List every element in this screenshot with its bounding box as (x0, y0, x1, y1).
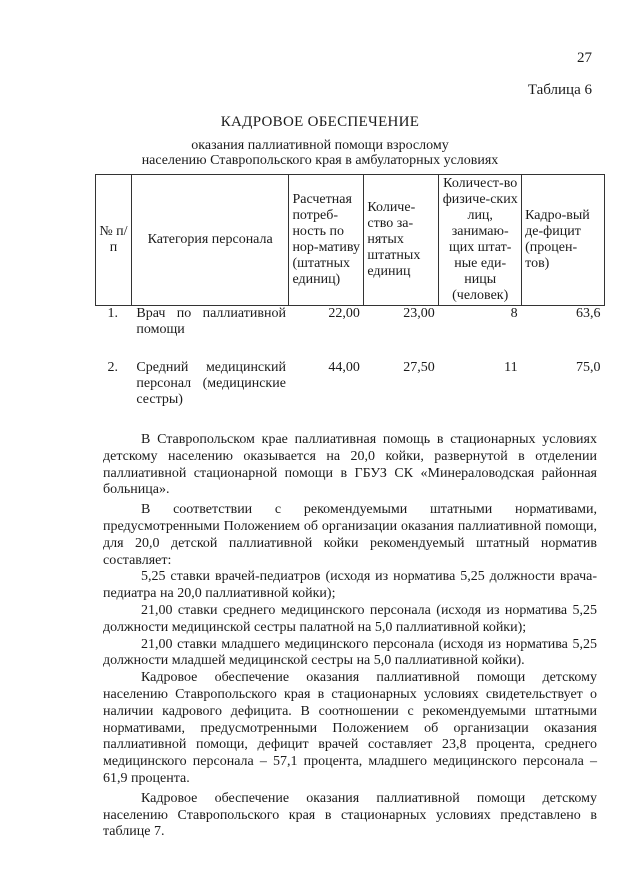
row-physical: 11 (504, 360, 518, 375)
row-required: 22,00 (328, 306, 360, 321)
row-required: 44,00 (328, 360, 360, 375)
row-category: Врач по паллиативной помощи (136, 306, 286, 337)
page-title: КАДРОВОЕ ОБЕСПЕЧЕНИЕ (220, 114, 420, 130)
header-category: Категория персонала (131, 175, 289, 306)
row-established: 27,50 (403, 360, 435, 375)
paragraph: 21,00 ставки младшего медицинского персонала (исходя из норматива 5,25 должности младшей медицинской сестры на 5,0 паллиативной койки). (103, 636, 597, 669)
row-num: 1. (107, 306, 118, 321)
staffing-table (95, 174, 605, 409)
row-physical: 8 (510, 306, 518, 321)
paragraph: 5,25 ставки врачей-педиатров (исходя из норматива 5,25 должности врача-педиатра на 20,0 паллиативной койки); (103, 569, 597, 602)
subtitle-line-1: оказания паллиативной помощи взрослому (191, 138, 449, 153)
row-deficit: 75,0 (576, 360, 601, 375)
header-deficit: Кадро-вый де-фицит (процен-тов) (522, 175, 605, 306)
row-num: 2. (107, 360, 118, 375)
table-subtitle (0, 138, 640, 168)
header-physical: Количест-во физиче-ских лиц, занимаю-щих штат-ные еди-ницы (человек) (439, 175, 522, 306)
paragraph: В соответствии с рекомендуемыми штатными нормативами, предусмотренными Положением об организации оказания паллиативной помощи, для 20,0 детской паллиативной койки рекомендуемый штатный норматив составляет: (103, 502, 597, 568)
header-num: № п/п (96, 175, 132, 306)
subtitle-line-2: населению Ставропольского края в амбулаторных условиях (141, 153, 499, 168)
row-deficit: 63,6 (576, 306, 601, 321)
header-established: Количе-ство за-нятых штатных единиц (364, 175, 439, 306)
paragraph: Кадровое обеспечение оказания паллиативной помощи детскому населению Ставропольского края в стационарных условиях представлено в таблице 7. (103, 790, 597, 840)
table-header-row (96, 175, 605, 306)
row-established: 23,00 (403, 306, 435, 321)
paragraph: В Ставропольском крае паллиативная помощь в стационарных условиях детскому населению оказывается на 20,0 койки, развернутой в отделении паллиативной стационарной помощи в ГБУЗ СК «Минераловодская районная больница». (103, 432, 597, 498)
table-row (96, 360, 605, 409)
row-category: Средний медицинский персонал (медицинские сестры) (136, 360, 286, 407)
header-required: Расчетная потреб-ность по нор-мативу (штатных единиц) (289, 175, 364, 306)
table-row (96, 306, 605, 361)
paragraph: Кадровое обеспечение оказания паллиативной помощи детскому населению Ставропольского края в стационарных условиях свидетельствует о наличии кадрового дефицита. В соотношении с рекомендуемыми штатными нормативами, предусмотренными Положением об организации оказания паллиативной помощи, дефицит врачей составляет 23,8 процента, среднего медицинского персонала – 57,1 процента, младшего медицинского персонала – 61,9 процента. (103, 670, 597, 786)
body-text (103, 432, 597, 844)
paragraph: 21,00 ставки среднего медицинского персонала (исходя из норматива 5,25 должности медицинской сестры палатной на 5,0 паллиативной койки); (103, 602, 597, 635)
table-label: Таблица 6 (527, 82, 592, 98)
page-number: 27 (577, 50, 592, 66)
